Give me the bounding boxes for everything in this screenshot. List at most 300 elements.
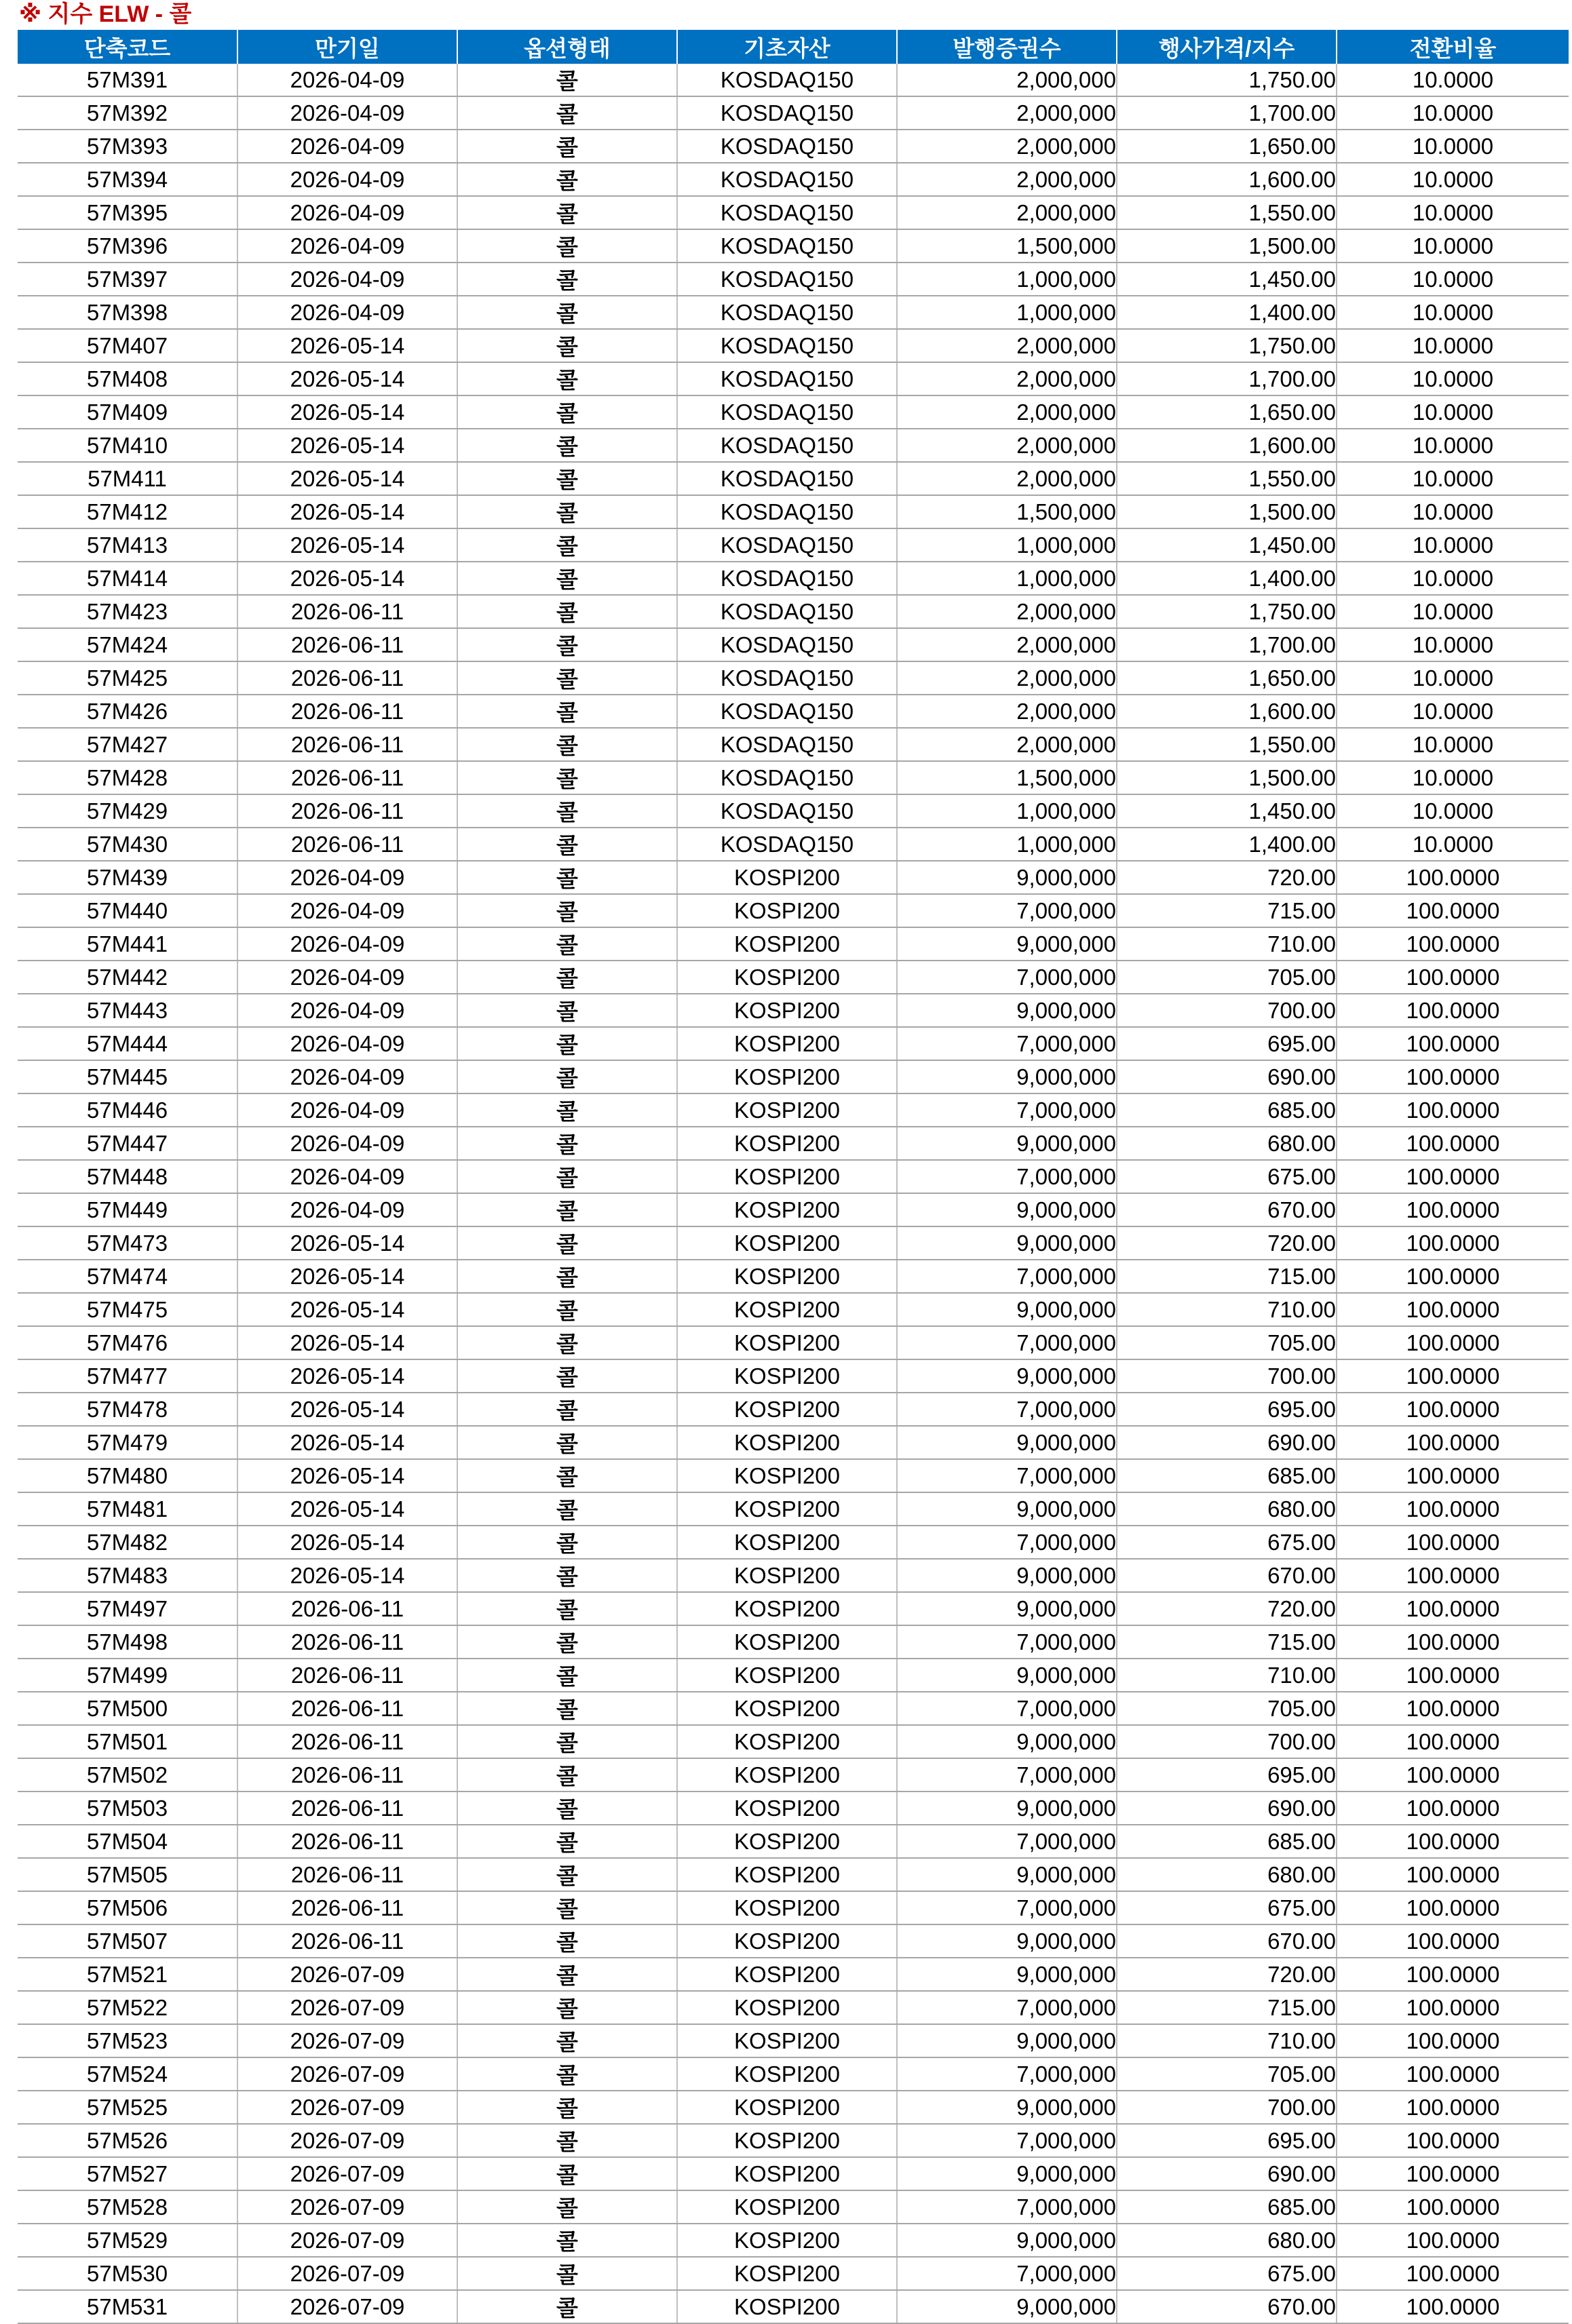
cell-option-type: 콜	[457, 1625, 677, 1659]
cell-conversion-ratio: 100.0000	[1337, 1426, 1569, 1459]
cell-maturity-date: 2026-07-09	[237, 1958, 457, 1991]
cell-short-code: 57M475	[18, 1293, 237, 1326]
cell-option-type: 콜	[457, 562, 677, 595]
cell-maturity-date: 2026-04-09	[237, 196, 457, 229]
table-row	[18, 1659, 1569, 1692]
cell-strike-price: 1,650.00	[1117, 661, 1337, 695]
cell-underlying-asset: KOSDAQ150	[677, 761, 897, 794]
cell-issued-quantity: 7,000,000	[897, 2124, 1117, 2157]
cell-issued-quantity: 9,000,000	[897, 1958, 1117, 1991]
cell-option-type: 콜	[457, 329, 677, 362]
cell-conversion-ratio: 10.0000	[1337, 462, 1569, 495]
cell-issued-quantity: 7,000,000	[897, 1326, 1117, 1359]
cell-underlying-asset: KOSPI200	[677, 1659, 897, 1692]
cell-conversion-ratio: 100.0000	[1337, 1060, 1569, 1093]
table-row	[18, 2091, 1569, 2124]
cell-option-type: 콜	[457, 1858, 677, 1891]
cell-option-type: 콜	[457, 96, 677, 130]
cell-maturity-date: 2026-05-14	[237, 562, 457, 595]
cell-conversion-ratio: 100.0000	[1337, 1260, 1569, 1293]
cell-issued-quantity: 9,000,000	[897, 2224, 1117, 2257]
cell-short-code: 57M427	[18, 728, 237, 761]
cell-option-type: 콜	[457, 1193, 677, 1226]
cell-conversion-ratio: 100.0000	[1337, 1359, 1569, 1393]
cell-short-code: 57M429	[18, 794, 237, 828]
cell-underlying-asset: KOSDAQ150	[677, 196, 897, 229]
cell-short-code: 57M505	[18, 1858, 237, 1891]
cell-option-type: 콜	[457, 196, 677, 229]
cell-conversion-ratio: 100.0000	[1337, 1659, 1569, 1692]
cell-short-code: 57M444	[18, 1027, 237, 1060]
cell-underlying-asset: KOSPI200	[677, 1393, 897, 1426]
cell-issued-quantity: 7,000,000	[897, 1027, 1117, 1060]
cell-maturity-date: 2026-05-14	[237, 1526, 457, 1559]
cell-conversion-ratio: 100.0000	[1337, 994, 1569, 1027]
cell-strike-price: 700.00	[1117, 1725, 1337, 1758]
cell-maturity-date: 2026-04-09	[237, 1127, 457, 1160]
cell-issued-quantity: 1,000,000	[897, 794, 1117, 828]
cell-option-type: 콜	[457, 263, 677, 296]
cell-strike-price: 700.00	[1117, 994, 1337, 1027]
cell-option-type: 콜	[457, 961, 677, 994]
cell-strike-price: 700.00	[1117, 2091, 1337, 2124]
cell-underlying-asset: KOSPI200	[677, 2124, 897, 2157]
cell-underlying-asset: KOSPI200	[677, 1958, 897, 1991]
cell-short-code: 57M501	[18, 1725, 237, 1758]
cell-issued-quantity: 2,000,000	[897, 661, 1117, 695]
cell-maturity-date: 2026-04-09	[237, 1193, 457, 1226]
cell-issued-quantity: 7,000,000	[897, 2057, 1117, 2091]
cell-short-code: 57M527	[18, 2157, 237, 2190]
cell-conversion-ratio: 100.0000	[1337, 1725, 1569, 1758]
cell-option-type: 콜	[457, 296, 677, 329]
cell-option-type: 콜	[457, 1758, 677, 1792]
cell-issued-quantity: 9,000,000	[897, 1127, 1117, 1160]
cell-short-code: 57M481	[18, 1492, 237, 1526]
cell-strike-price: 710.00	[1117, 1293, 1337, 1326]
cell-maturity-date: 2026-07-09	[237, 1991, 457, 2024]
cell-conversion-ratio: 100.0000	[1337, 1958, 1569, 1991]
cell-issued-quantity: 9,000,000	[897, 1293, 1117, 1326]
table-row	[18, 628, 1569, 661]
cell-strike-price: 1,450.00	[1117, 528, 1337, 562]
cell-conversion-ratio: 100.0000	[1337, 1459, 1569, 1492]
cell-underlying-asset: KOSPI200	[677, 1226, 897, 1260]
cell-strike-price: 700.00	[1117, 1359, 1337, 1393]
cell-maturity-date: 2026-07-09	[237, 2290, 457, 2323]
cell-maturity-date: 2026-07-09	[237, 2124, 457, 2157]
cell-underlying-asset: KOSDAQ150	[677, 163, 897, 196]
cell-short-code: 57M412	[18, 495, 237, 528]
cell-strike-price: 670.00	[1117, 1559, 1337, 1592]
cell-strike-price: 1,550.00	[1117, 728, 1337, 761]
cell-strike-price: 720.00	[1117, 1958, 1337, 1991]
cell-maturity-date: 2026-06-11	[237, 1625, 457, 1659]
cell-issued-quantity: 7,000,000	[897, 1260, 1117, 1293]
cell-issued-quantity: 2,000,000	[897, 196, 1117, 229]
cell-issued-quantity: 2,000,000	[897, 595, 1117, 628]
cell-underlying-asset: KOSPI200	[677, 861, 897, 894]
table-row	[18, 329, 1569, 362]
cell-conversion-ratio: 100.0000	[1337, 1559, 1569, 1592]
cell-maturity-date: 2026-07-09	[237, 2057, 457, 2091]
cell-maturity-date: 2026-04-09	[237, 861, 457, 894]
cell-short-code: 57M498	[18, 1625, 237, 1659]
table-row	[18, 927, 1569, 961]
table-row	[18, 296, 1569, 329]
cell-issued-quantity: 7,000,000	[897, 1991, 1117, 2024]
cell-short-code: 57M530	[18, 2257, 237, 2290]
table-row	[18, 1293, 1569, 1326]
cell-conversion-ratio: 100.0000	[1337, 2157, 1569, 2190]
table-row	[18, 1958, 1569, 1991]
col-header-short-code: 단축코드	[18, 30, 237, 64]
cell-maturity-date: 2026-06-11	[237, 595, 457, 628]
cell-underlying-asset: KOSDAQ150	[677, 429, 897, 462]
table-row	[18, 595, 1569, 628]
cell-issued-quantity: 7,000,000	[897, 1625, 1117, 1659]
cell-option-type: 콜	[457, 1792, 677, 1825]
cell-conversion-ratio: 100.0000	[1337, 1027, 1569, 1060]
cell-option-type: 콜	[457, 761, 677, 794]
cell-option-type: 콜	[457, 395, 677, 429]
cell-option-type: 콜	[457, 2091, 677, 2124]
cell-issued-quantity: 1,500,000	[897, 761, 1117, 794]
table-row	[18, 828, 1569, 861]
cell-short-code: 57M426	[18, 695, 237, 728]
cell-short-code: 57M414	[18, 562, 237, 595]
cell-option-type: 콜	[457, 130, 677, 163]
cell-strike-price: 1,550.00	[1117, 462, 1337, 495]
cell-strike-price: 1,400.00	[1117, 828, 1337, 861]
cell-short-code: 57M478	[18, 1393, 237, 1426]
cell-short-code: 57M504	[18, 1825, 237, 1858]
cell-conversion-ratio: 10.0000	[1337, 64, 1569, 96]
cell-conversion-ratio: 10.0000	[1337, 728, 1569, 761]
cell-option-type: 콜	[457, 695, 677, 728]
cell-underlying-asset: KOSPI200	[677, 1991, 897, 2024]
cell-option-type: 콜	[457, 2024, 677, 2057]
cell-underlying-asset: KOSPI200	[677, 1592, 897, 1625]
cell-short-code: 57M507	[18, 1924, 237, 1958]
cell-option-type: 콜	[457, 661, 677, 695]
cell-strike-price: 1,750.00	[1117, 329, 1337, 362]
cell-underlying-asset: KOSPI200	[677, 2091, 897, 2124]
table-row	[18, 1891, 1569, 1924]
table-row	[18, 961, 1569, 994]
cell-strike-price: 1,700.00	[1117, 362, 1337, 395]
cell-short-code: 57M531	[18, 2290, 237, 2323]
cell-conversion-ratio: 100.0000	[1337, 861, 1569, 894]
cell-issued-quantity: 9,000,000	[897, 1792, 1117, 1825]
cell-conversion-ratio: 100.0000	[1337, 2190, 1569, 2224]
table-row	[18, 1459, 1569, 1492]
table-row	[18, 661, 1569, 695]
cell-issued-quantity: 7,000,000	[897, 1825, 1117, 1858]
cell-short-code: 57M410	[18, 429, 237, 462]
cell-issued-quantity: 2,000,000	[897, 130, 1117, 163]
cell-maturity-date: 2026-06-11	[237, 1659, 457, 1692]
cell-strike-price: 710.00	[1117, 927, 1337, 961]
cell-option-type: 콜	[457, 1559, 677, 1592]
cell-strike-price: 1,500.00	[1117, 229, 1337, 263]
cell-short-code: 57M506	[18, 1891, 237, 1924]
cell-issued-quantity: 9,000,000	[897, 2157, 1117, 2190]
cell-conversion-ratio: 10.0000	[1337, 429, 1569, 462]
cell-strike-price: 1,400.00	[1117, 296, 1337, 329]
cell-maturity-date: 2026-04-09	[237, 296, 457, 329]
col-header-option-type: 옵션형태	[457, 30, 677, 64]
cell-option-type: 콜	[457, 1958, 677, 1991]
cell-underlying-asset: KOSDAQ150	[677, 495, 897, 528]
table-row	[18, 1991, 1569, 2024]
table-row	[18, 1127, 1569, 1160]
cell-short-code: 57M391	[18, 64, 237, 96]
cell-maturity-date: 2026-04-09	[237, 64, 457, 96]
cell-maturity-date: 2026-07-09	[237, 2157, 457, 2190]
cell-short-code: 57M503	[18, 1792, 237, 1825]
cell-conversion-ratio: 10.0000	[1337, 528, 1569, 562]
cell-maturity-date: 2026-07-09	[237, 2190, 457, 2224]
cell-short-code: 57M522	[18, 1991, 237, 2024]
cell-short-code: 57M443	[18, 994, 237, 1027]
cell-issued-quantity: 2,000,000	[897, 362, 1117, 395]
table-row	[18, 2224, 1569, 2257]
cell-strike-price: 690.00	[1117, 1426, 1337, 1459]
cell-conversion-ratio: 10.0000	[1337, 695, 1569, 728]
cell-short-code: 57M392	[18, 96, 237, 130]
cell-strike-price: 685.00	[1117, 2190, 1337, 2224]
cell-maturity-date: 2026-07-09	[237, 2257, 457, 2290]
cell-option-type: 콜	[457, 794, 677, 828]
cell-strike-price: 1,600.00	[1117, 695, 1337, 728]
cell-issued-quantity: 9,000,000	[897, 2091, 1117, 2124]
cell-maturity-date: 2026-04-09	[237, 894, 457, 927]
cell-strike-price: 1,550.00	[1117, 196, 1337, 229]
cell-underlying-asset: KOSPI200	[677, 1326, 897, 1359]
cell-strike-price: 1,450.00	[1117, 263, 1337, 296]
cell-short-code: 57M526	[18, 2124, 237, 2157]
cell-conversion-ratio: 100.0000	[1337, 894, 1569, 927]
cell-issued-quantity: 2,000,000	[897, 163, 1117, 196]
cell-option-type: 콜	[457, 528, 677, 562]
cell-strike-price: 720.00	[1117, 1226, 1337, 1260]
table-row	[18, 794, 1569, 828]
cell-maturity-date: 2026-04-09	[237, 994, 457, 1027]
cell-underlying-asset: KOSDAQ150	[677, 794, 897, 828]
cell-option-type: 콜	[457, 1991, 677, 2024]
cell-short-code: 57M413	[18, 528, 237, 562]
cell-underlying-asset: KOSPI200	[677, 1160, 897, 1193]
cell-underlying-asset: KOSDAQ150	[677, 130, 897, 163]
table-row	[18, 861, 1569, 894]
table-row	[18, 96, 1569, 130]
cell-conversion-ratio: 100.0000	[1337, 1758, 1569, 1792]
col-header-underlying-asset: 기초자산	[677, 30, 897, 64]
cell-maturity-date: 2026-05-14	[237, 1426, 457, 1459]
cell-strike-price: 710.00	[1117, 2024, 1337, 2057]
cell-issued-quantity: 1,500,000	[897, 229, 1117, 263]
cell-strike-price: 1,700.00	[1117, 628, 1337, 661]
table-row	[18, 1858, 1569, 1891]
cell-underlying-asset: KOSPI200	[677, 961, 897, 994]
cell-conversion-ratio: 10.0000	[1337, 196, 1569, 229]
cell-maturity-date: 2026-04-09	[237, 1027, 457, 1060]
cell-maturity-date: 2026-05-14	[237, 395, 457, 429]
cell-issued-quantity: 2,000,000	[897, 462, 1117, 495]
cell-conversion-ratio: 10.0000	[1337, 562, 1569, 595]
cell-issued-quantity: 7,000,000	[897, 1526, 1117, 1559]
cell-underlying-asset: KOSPI200	[677, 1459, 897, 1492]
cell-option-type: 콜	[457, 1127, 677, 1160]
cell-option-type: 콜	[457, 1393, 677, 1426]
cell-maturity-date: 2026-07-09	[237, 2224, 457, 2257]
cell-issued-quantity: 1,000,000	[897, 562, 1117, 595]
cell-option-type: 콜	[457, 994, 677, 1027]
cell-option-type: 콜	[457, 1226, 677, 1260]
cell-option-type: 콜	[457, 1027, 677, 1060]
table-row	[18, 1692, 1569, 1725]
cell-strike-price: 1,600.00	[1117, 163, 1337, 196]
cell-underlying-asset: KOSDAQ150	[677, 595, 897, 628]
cell-underlying-asset: KOSDAQ150	[677, 828, 897, 861]
cell-underlying-asset: KOSPI200	[677, 1792, 897, 1825]
table-row	[18, 1226, 1569, 1260]
cell-option-type: 콜	[457, 1326, 677, 1359]
cell-option-type: 콜	[457, 2257, 677, 2290]
cell-conversion-ratio: 10.0000	[1337, 263, 1569, 296]
table-row	[18, 695, 1569, 728]
cell-maturity-date: 2026-05-14	[237, 1293, 457, 1326]
cell-strike-price: 715.00	[1117, 1991, 1337, 2024]
cell-conversion-ratio: 100.0000	[1337, 1891, 1569, 1924]
cell-maturity-date: 2026-05-14	[237, 495, 457, 528]
cell-option-type: 콜	[457, 1293, 677, 1326]
table-row	[18, 64, 1569, 96]
cell-short-code: 57M502	[18, 1758, 237, 1792]
cell-maturity-date: 2026-06-11	[237, 1792, 457, 1825]
cell-issued-quantity: 7,000,000	[897, 1891, 1117, 1924]
cell-underlying-asset: KOSPI200	[677, 1924, 897, 1958]
cell-strike-price: 705.00	[1117, 2057, 1337, 2091]
cell-option-type: 콜	[457, 728, 677, 761]
cell-strike-price: 675.00	[1117, 2257, 1337, 2290]
table-row	[18, 1193, 1569, 1226]
cell-underlying-asset: KOSPI200	[677, 1027, 897, 1060]
col-header-issued-quantity: 발행증권수	[897, 30, 1117, 64]
cell-maturity-date: 2026-05-14	[237, 528, 457, 562]
cell-maturity-date: 2026-05-14	[237, 1359, 457, 1393]
cell-option-type: 콜	[457, 1526, 677, 1559]
elw-table	[18, 30, 1569, 2324]
cell-underlying-asset: KOSDAQ150	[677, 395, 897, 429]
table-row	[18, 994, 1569, 1027]
cell-short-code: 57M479	[18, 1426, 237, 1459]
cell-underlying-asset: KOSPI200	[677, 1426, 897, 1459]
cell-issued-quantity: 7,000,000	[897, 1692, 1117, 1725]
cell-issued-quantity: 7,000,000	[897, 961, 1117, 994]
cell-conversion-ratio: 10.0000	[1337, 794, 1569, 828]
cell-short-code: 57M442	[18, 961, 237, 994]
cell-maturity-date: 2026-06-11	[237, 761, 457, 794]
cell-conversion-ratio: 100.0000	[1337, 2091, 1569, 2124]
cell-conversion-ratio: 10.0000	[1337, 761, 1569, 794]
cell-strike-price: 685.00	[1117, 1093, 1337, 1127]
cell-conversion-ratio: 100.0000	[1337, 2057, 1569, 2091]
cell-short-code: 57M524	[18, 2057, 237, 2091]
cell-issued-quantity: 2,000,000	[897, 395, 1117, 429]
cell-conversion-ratio: 100.0000	[1337, 2124, 1569, 2157]
cell-underlying-asset: KOSPI200	[677, 1526, 897, 1559]
cell-underlying-asset: KOSDAQ150	[677, 263, 897, 296]
cell-short-code: 57M480	[18, 1459, 237, 1492]
table-row	[18, 495, 1569, 528]
cell-conversion-ratio: 10.0000	[1337, 130, 1569, 163]
table-row	[18, 1559, 1569, 1592]
cell-conversion-ratio: 100.0000	[1337, 2257, 1569, 2290]
cell-maturity-date: 2026-06-11	[237, 1725, 457, 1758]
cell-option-type: 콜	[457, 927, 677, 961]
cell-conversion-ratio: 100.0000	[1337, 1625, 1569, 1659]
cell-issued-quantity: 2,000,000	[897, 728, 1117, 761]
cell-short-code: 57M474	[18, 1260, 237, 1293]
cell-maturity-date: 2026-06-11	[237, 695, 457, 728]
cell-strike-price: 1,650.00	[1117, 130, 1337, 163]
cell-underlying-asset: KOSPI200	[677, 1093, 897, 1127]
cell-issued-quantity: 7,000,000	[897, 894, 1117, 927]
cell-underlying-asset: KOSPI200	[677, 1891, 897, 1924]
cell-short-code: 57M499	[18, 1659, 237, 1692]
cell-conversion-ratio: 10.0000	[1337, 628, 1569, 661]
table-row	[18, 1924, 1569, 1958]
cell-strike-price: 685.00	[1117, 1825, 1337, 1858]
cell-short-code: 57M483	[18, 1559, 237, 1592]
cell-conversion-ratio: 10.0000	[1337, 229, 1569, 263]
cell-conversion-ratio: 100.0000	[1337, 927, 1569, 961]
cell-underlying-asset: KOSPI200	[677, 1193, 897, 1226]
cell-strike-price: 675.00	[1117, 1526, 1337, 1559]
cell-underlying-asset: KOSPI200	[677, 1858, 897, 1891]
cell-option-type: 콜	[457, 1492, 677, 1526]
cell-option-type: 콜	[457, 1659, 677, 1692]
cell-issued-quantity: 1,500,000	[897, 495, 1117, 528]
cell-short-code: 57M497	[18, 1592, 237, 1625]
cell-underlying-asset: KOSPI200	[677, 1559, 897, 1592]
cell-issued-quantity: 9,000,000	[897, 1659, 1117, 1692]
table-row	[18, 1093, 1569, 1127]
cell-maturity-date: 2026-05-14	[237, 462, 457, 495]
table-row	[18, 1492, 1569, 1526]
cell-underlying-asset: KOSDAQ150	[677, 362, 897, 395]
cell-maturity-date: 2026-04-09	[237, 263, 457, 296]
cell-underlying-asset: KOSPI200	[677, 2190, 897, 2224]
table-row	[18, 1792, 1569, 1825]
cell-short-code: 57M394	[18, 163, 237, 196]
cell-underlying-asset: KOSDAQ150	[677, 96, 897, 130]
table-row	[18, 163, 1569, 196]
cell-issued-quantity: 9,000,000	[897, 1226, 1117, 1260]
cell-option-type: 콜	[457, 2224, 677, 2257]
cell-conversion-ratio: 10.0000	[1337, 96, 1569, 130]
table-body	[18, 64, 1569, 2323]
cell-maturity-date: 2026-04-09	[237, 1060, 457, 1093]
table-row	[18, 263, 1569, 296]
table-row	[18, 1526, 1569, 1559]
table-row	[18, 362, 1569, 395]
cell-strike-price: 690.00	[1117, 2157, 1337, 2190]
cell-strike-price: 705.00	[1117, 961, 1337, 994]
cell-issued-quantity: 9,000,000	[897, 1359, 1117, 1393]
